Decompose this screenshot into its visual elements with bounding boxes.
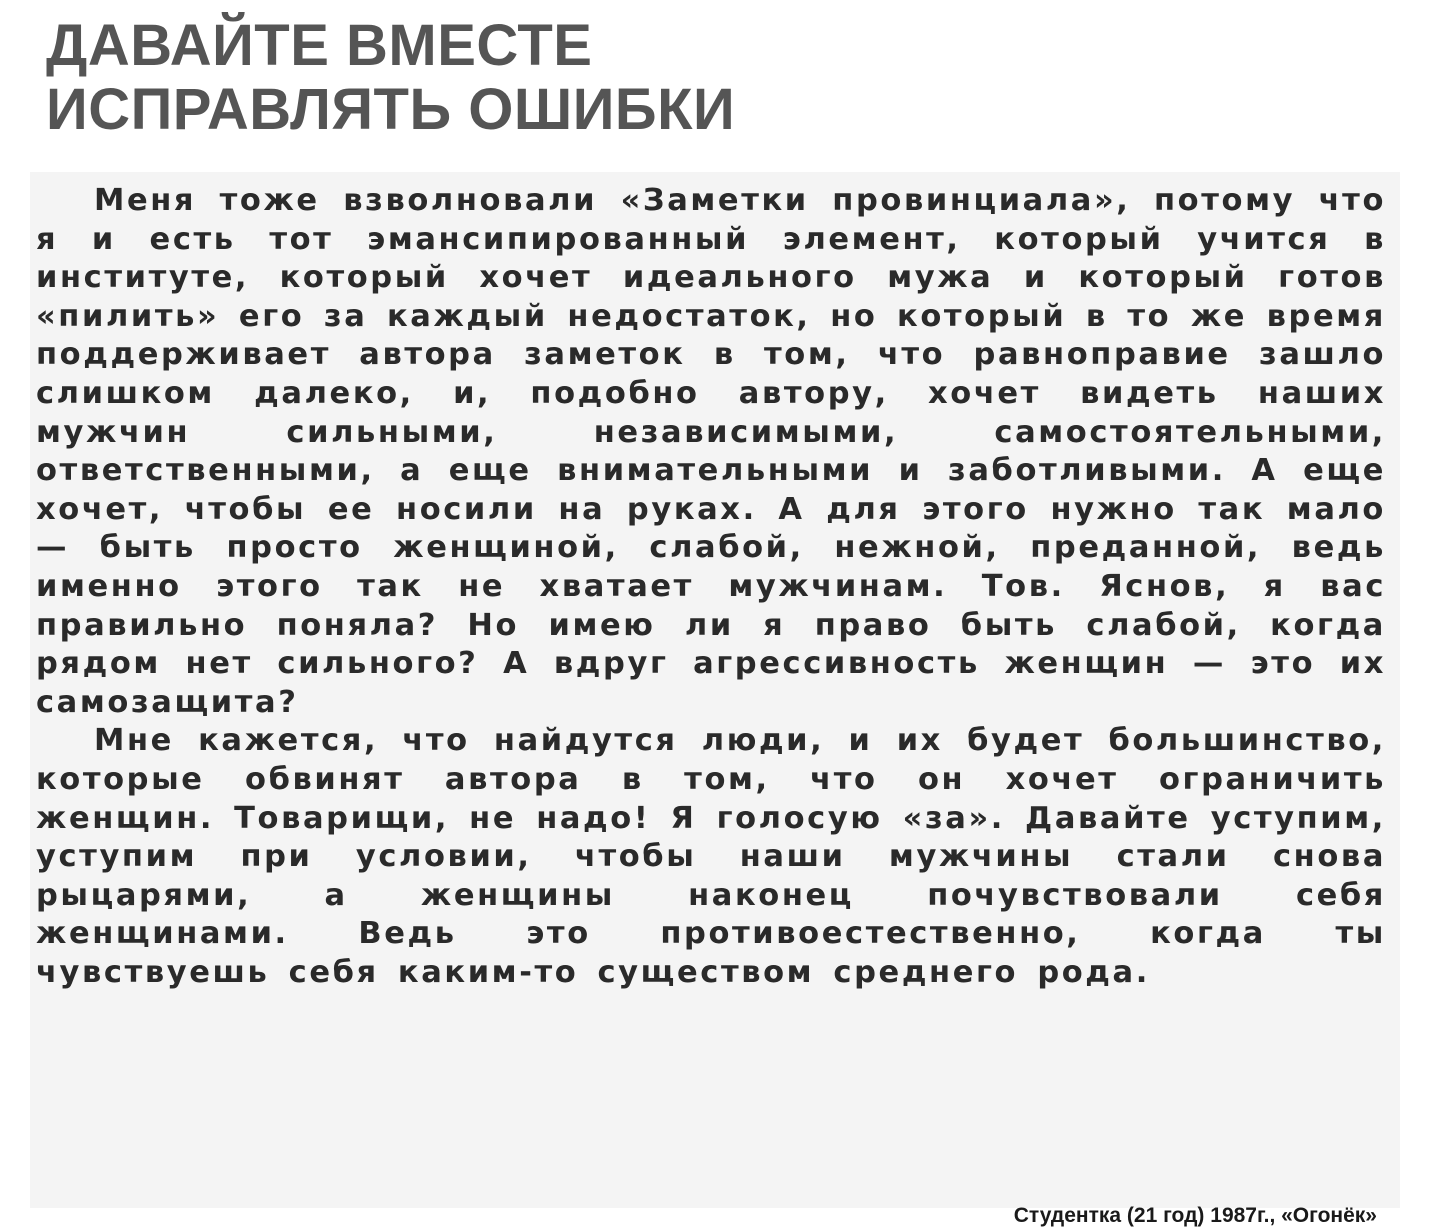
article-paragraph-1: Меня тоже взволновали «Заметки провинциала», потому что я и есть тот эмансипированный элемент, который учится в институте, который хочет идеального мужа и который готов «пилить» его за каждый недостаток, но который в то же время поддерживает автора заметок в том, что равноправие зашло слишком далеко, и, подобно автору, хочет видеть наших мужчин сильными, независимыми, самостоятельными, ответственными, а еще внимательными и заботливыми. А еще хочет, чтобы ее носили на руках. А для этого нужно так мало — быть просто женщиной, слабой, нежной, преданной, ведь именно этого так не хватает мужчинам. Тов. Яснов, я вас правильно поняла? Но имею ли я право быть слабой, когда рядом нет сильного? А вдруг агрессивность женщин — это их самозащита? <box>36 183 1386 720</box>
headline-line-2: ИСПРАВЛЯТЬ ОШИБКИ <box>46 77 736 142</box>
source-caption: Студентка (21 год) 1987г., «Огонёк» <box>1013 1204 1377 1227</box>
article-paragraph-2: Мне кажется, что найдутся люди, и их будет большинство, которые обвинят автора в том, что он хочет ограничить женщин. Товарищи, не надо! Я голосую «за». Давайте уступим, уступим при условии, чтобы наши мужчины стали снова рыцарями, а женщины наконец почувствовали себя женщинами. Ведь это противоестественно, когда ты чувствуешь себя каким-то существом среднего рода. <box>36 723 1386 990</box>
headline-line-1: ДАВАЙТЕ ВМЕСТЕ <box>46 13 593 78</box>
article-text <box>36 182 1386 992</box>
headline <box>46 14 735 142</box>
